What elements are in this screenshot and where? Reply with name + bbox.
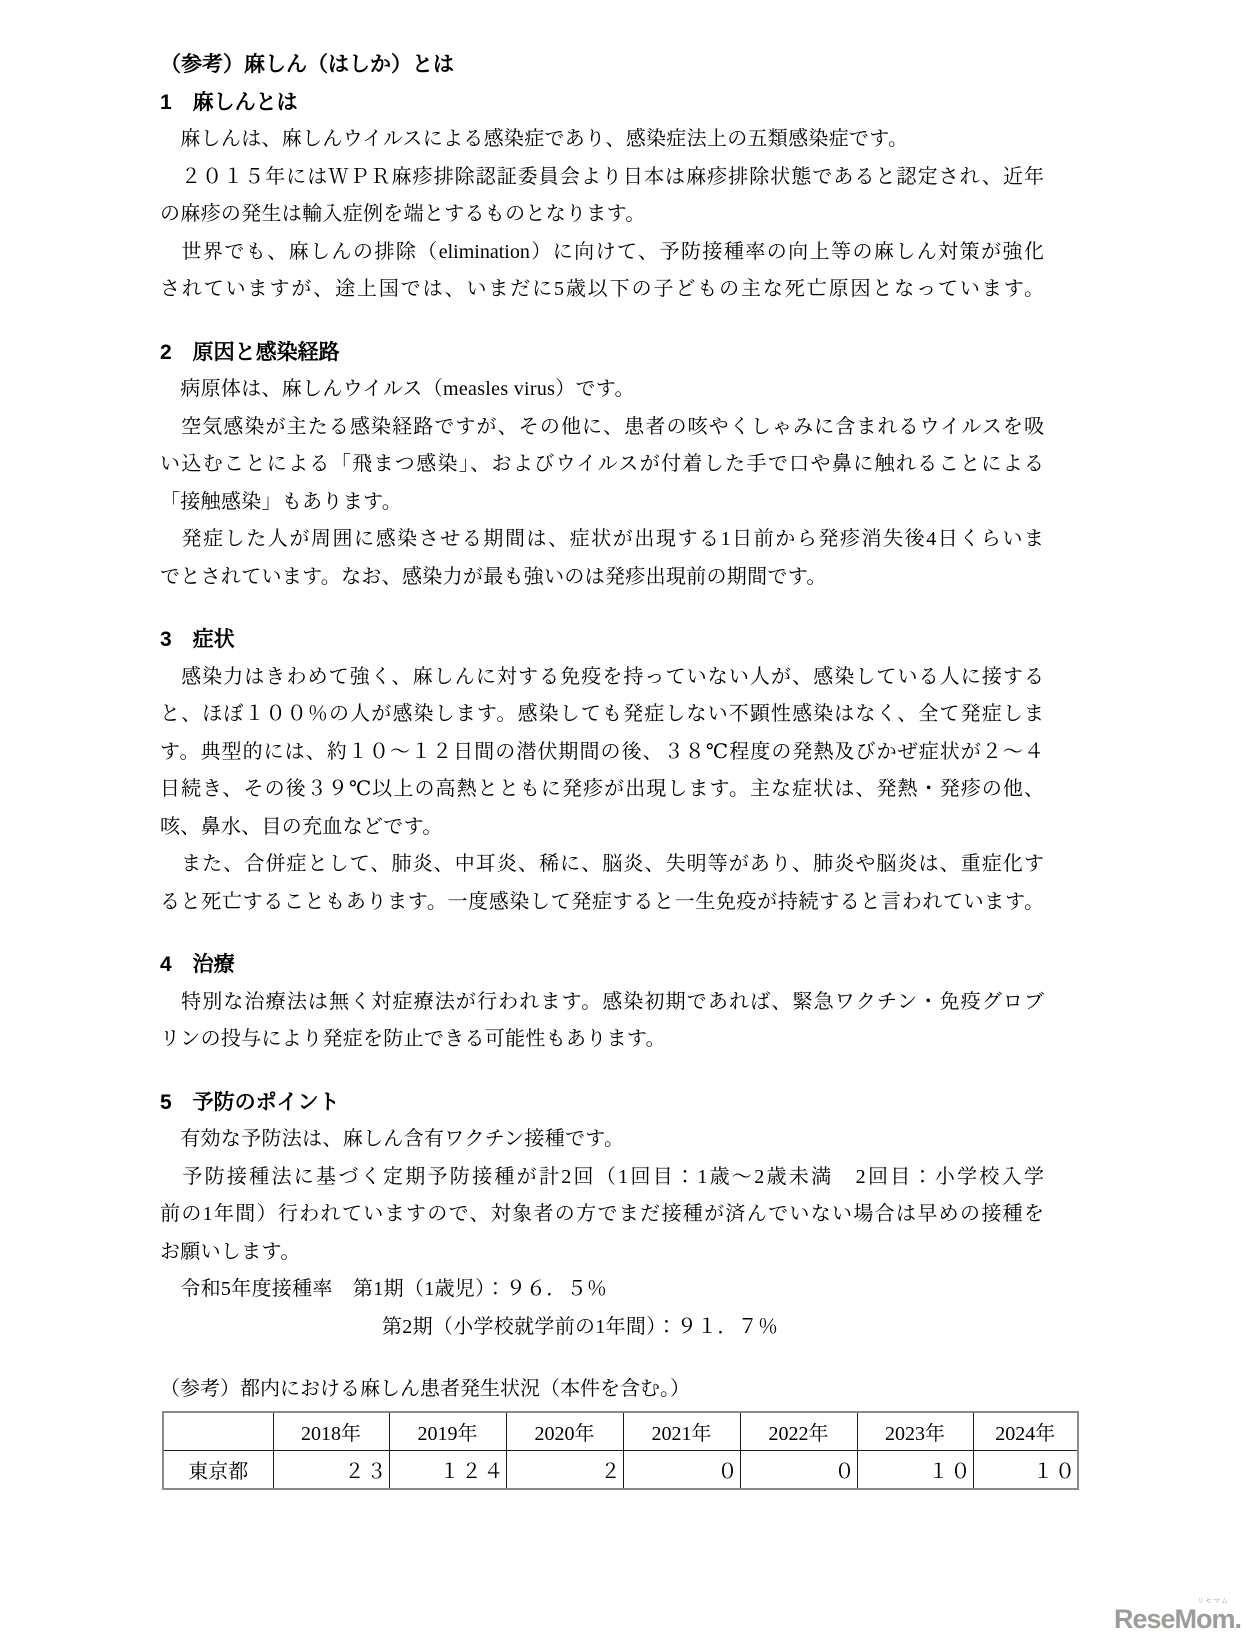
body-line: されていますが、途上国では、いまだに5歳以下の子どもの主な死亡原因となっています。 [160,278,1044,300]
measles-cases-table [162,1411,1079,1490]
resemom-logo [1114,1598,1241,1633]
body-line: 空気感染が主たる感染経路ですが、その他に、患者の咳やくしゃみに含まれるウイルスを吸 [160,415,1044,438]
vaccination-rate-line-1: 令和5年度接種率 第1期（1歳児）：９６．５％ [160,1278,608,1300]
body-line: 特別な治療法は無く対症療法が行われます。感染初期であれば、緊急ワクチン・免疫グロブ [160,990,1044,1013]
body-line: の麻疹の発生は輸入症例を端とするものとなります。 [160,203,646,225]
document-title: （参考）麻しん（はしか）とは [160,53,454,76]
row-label-tokyo: 東京都 [163,1450,273,1489]
body-line: い込むことによる「飛まつ感染」、およびウイルスが付着した手で口や鼻に触れることによる [160,453,1044,475]
body-line: ２０１５年にはＷＰＲ麻疹排除認証委員会より日本は麻疹排除状態であると認定され、近年 [160,165,1044,188]
body-line: 「接触感染」もあります。 [160,490,402,513]
table-header-2021: 2021年 [623,1412,740,1451]
body-line: 世界でも、麻しんの排除（elimination）に向けて、予防接種率の向上等の麻しん対策が強化 [160,240,1044,263]
cases-2020: ２ [506,1450,623,1489]
table-header-2024: 2024年 [973,1412,1078,1451]
body-line: 病原体は、麻しんウイルス（measles virus）です。 [160,378,635,400]
cases-2019: １２４ [389,1450,506,1489]
cases-2022: ０ [740,1450,857,1489]
resemom-logo-text: ReseMom. [1113,1604,1241,1634]
body-line: と、ほぼ１００％の人が感染します。感染しても発症しない不顕性感染はなく、全て発症しま [160,703,1044,725]
vaccination-rate-line-2: 第2期（小学校就学前の1年間）：９１．７％ [382,1315,779,1338]
table-header-2020: 2020年 [506,1412,623,1451]
table-header-row [163,1412,1078,1451]
cases-2024: １０ [973,1450,1078,1489]
section-heading-3: 3 症状 [160,628,235,651]
table-header-2019: 2019年 [389,1412,506,1451]
body-line: ると死亡することもあります。一度感染して発症すると一生免疫が持続すると言われています。 [160,890,1044,913]
cases-2021: ０ [623,1450,740,1489]
reference-table-caption: （参考）都内における麻しん患者発生状況（本件を含む。） [160,1378,690,1400]
body-line: す。典型的には、約１０～１２日間の潜伏期間の後、３８℃程度の発熱及びかぜ症状が２～４ [160,740,1044,763]
section-heading-1: 1 麻しんとは [160,90,298,114]
table-header-2018: 2018年 [273,1412,389,1451]
body-line: リンの投与により発症を防止できる可能性もあります。 [160,1028,666,1050]
table-header-2023: 2023年 [857,1412,973,1451]
body-line: 予防接種法に基づく定期予防接種が計2回（1回目：1歳～2歳未満 2回目：小学校入学 [160,1165,1044,1188]
cases-2023: １０ [857,1450,973,1489]
body-line: 前の1年間）行われていますので、対象者の方でまだ接種が済んでいない場合は早めの接種を [160,1203,1044,1225]
table-row-tokyo [163,1450,1078,1489]
resemom-logo-ruby: リセマム [1197,1598,1229,1605]
body-line: 麻しんは、麻しんウイルスによる感染症であり、感染症法上の五類感染症です。 [160,128,909,150]
body-line: 有効な予防法は、麻しん含有ワクチン接種です。 [160,1128,625,1150]
section-heading-2: 2 原因と感染経路 [160,340,340,364]
table-header-2022: 2022年 [740,1412,857,1451]
section-heading-4: 4 治療 [160,953,235,976]
body-line: 日続き、その後３９℃以上の高熱とともに発疹が出現します。主な症状は、発熱・発疹の他、 [160,778,1044,800]
body-line: 咳、鼻水、目の充血などです。 [160,815,443,838]
body-line: 感染力はきわめて強く、麻しんに対する免疫を持っていない人が、感染している人に接する [160,665,1044,688]
body-line: また、合併症として、肺炎、中耳炎、稀に、脳炎、失明等があり、肺炎や脳炎は、重症化す [160,853,1044,875]
body-line: 発症した人が周囲に感染させる期間は、症状が出現する1日前から発疹消失後4日くらいま [160,528,1044,550]
table-header-empty [163,1412,273,1451]
body-line: でとされています。なお、感染力が最も強いのは発疹出現前の期間です。 [160,565,827,588]
cases-2018: ２３ [273,1450,389,1489]
body-line: お願いします。 [160,1240,301,1263]
section-heading-5: 5 予防のポイント [160,1090,340,1114]
